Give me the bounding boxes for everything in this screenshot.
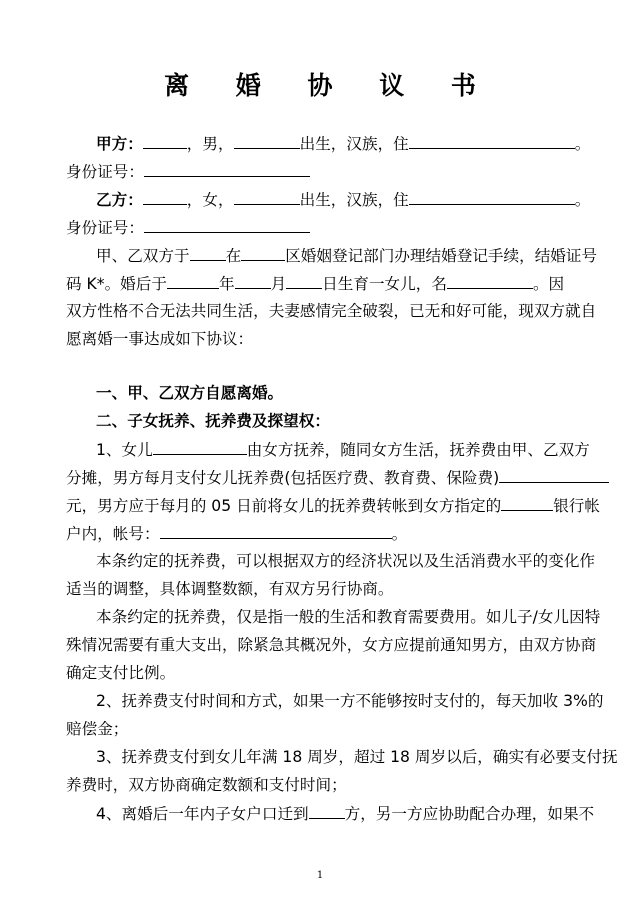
intro-text: 码 K*。婚后于 [66, 275, 167, 293]
party-b-label: 乙方： [96, 191, 143, 209]
adjust-line-1: 本条约定的抚养费，可以根据双方的经济状况以及生活消费水平的变化作 [96, 552, 596, 570]
birth-month-blank[interactable] [235, 273, 271, 289]
intro-text: 区婚姻登记部门办理结婚登记手续，结婚证号 [285, 247, 598, 265]
party-a-id-label: 身份证号： [66, 163, 144, 181]
party-b-gender: ，女， [186, 191, 234, 209]
party-b-id-line [66, 217, 310, 237]
intro-line-4: 愿离婚一事达成如下协议： [66, 330, 254, 348]
bank-name-blank[interactable] [501, 495, 553, 511]
clause-text: 元，男方应于每月的 05 日前将女儿的抚养费转帐到女方指定的 [66, 497, 502, 515]
party-b-end: 。 [574, 191, 591, 209]
intro-line-1 [96, 245, 597, 265]
clause-text: 1、女儿 [96, 441, 153, 459]
daughter-name-blank[interactable] [447, 273, 533, 289]
party-a-id-blank[interactable] [144, 161, 310, 177]
party-b-line [96, 189, 590, 209]
clause-1-line-3 [66, 495, 600, 515]
clause-text: 户内，帐号： [66, 525, 160, 543]
party-a-label: 甲方： [96, 135, 143, 153]
intro-text: 月 [270, 275, 287, 293]
section-1-heading: 一、甲、乙双方自愿离婚。 [96, 384, 284, 402]
party-a-born-text: 出生，汉族，住 [299, 135, 409, 153]
clause-1-line-1 [96, 439, 590, 459]
marriage-place-blank[interactable] [241, 245, 285, 261]
daughter-name-blank-2[interactable] [153, 439, 247, 455]
birth-year-blank[interactable] [167, 273, 219, 289]
adjust-line-2: 适当的调整，具体调整数额，有双方另行协商。 [66, 580, 394, 598]
party-b-name-blank[interactable] [143, 189, 187, 205]
support-amount-blank[interactable] [499, 467, 609, 483]
clause-text: 方，另一方应协助配合办理，如果不 [344, 805, 595, 823]
party-b-born-text: 出生，汉族，住 [299, 191, 409, 209]
clause-text: 分摊，男方每月支付女儿抚养费(包括医疗费、教育费、保险费) [66, 469, 500, 487]
document-title: 离 婚 协 议 书 [164, 71, 495, 100]
clause-1-line-4 [66, 523, 407, 543]
party-a-name-blank[interactable] [143, 133, 187, 149]
intro-line-3: 双方性格不合无法共同生活，夫妻感情完全破裂，已无和好可能，现双方就自 [66, 302, 597, 320]
party-b-birth-blank[interactable] [234, 189, 300, 205]
party-b-id-blank[interactable] [144, 217, 310, 233]
intro-text: 甲、乙双方于 [96, 247, 190, 265]
general-line-3: 确定支付比例。 [66, 664, 176, 682]
clause-4-line-1 [96, 803, 594, 823]
intro-text: 日生育一女儿，名 [322, 275, 447, 293]
clause-text: 。 [391, 525, 408, 543]
clause-2-line-1: 2、抚养费支付时间和方式，如果一方不能够按时支付的，每天加收 3%的 [96, 692, 604, 710]
general-line-1: 本条约定的抚养费，仅是指一般的生活和教育需要费用。如儿子/女儿因特 [96, 608, 601, 626]
party-a-birth-blank[interactable] [234, 133, 300, 149]
clause-2-line-2: 赔偿金； [66, 720, 129, 738]
party-a-end: 。 [574, 135, 591, 153]
clause-text: 银行帐 [553, 497, 600, 515]
party-a-line [96, 133, 590, 153]
household-party-blank[interactable] [309, 803, 345, 819]
general-line-2: 殊情况需要有重大支出，除紧急其概况外，女方应提前通知男方，由双方协商 [66, 636, 597, 654]
party-a-gender: ，男， [186, 135, 234, 153]
clause-text: 由女方抚养，随同女方生活，抚养费由甲、乙双方 [246, 441, 590, 459]
party-a-id-line [66, 161, 310, 181]
party-a-address-blank[interactable] [409, 133, 575, 149]
clause-1-line-2 [66, 467, 609, 487]
marriage-date-blank[interactable] [190, 245, 226, 261]
clause-3-line-2: 养费时，双方协商确定数额和支付时间； [66, 776, 347, 794]
intro-text: 年 [218, 275, 235, 293]
party-b-id-label: 身份证号： [66, 219, 144, 237]
intro-text: 。因 [532, 275, 565, 293]
clause-3-line-1: 3、抚养费支付到女儿年满 18 周岁，超过 18 周岁以后，确实有必要支付抚 [96, 748, 618, 766]
account-number-blank[interactable] [160, 523, 392, 539]
page-number: 1 [316, 870, 324, 881]
intro-line-2 [66, 273, 564, 293]
clause-text: 4、离婚后一年内子女户口迁到 [96, 805, 309, 823]
section-2-heading: 二、子女抚养、抚养费及探望权： [96, 412, 330, 430]
intro-text: 在 [225, 247, 242, 265]
birth-day-blank[interactable] [286, 273, 322, 289]
party-b-address-blank[interactable] [409, 189, 575, 205]
